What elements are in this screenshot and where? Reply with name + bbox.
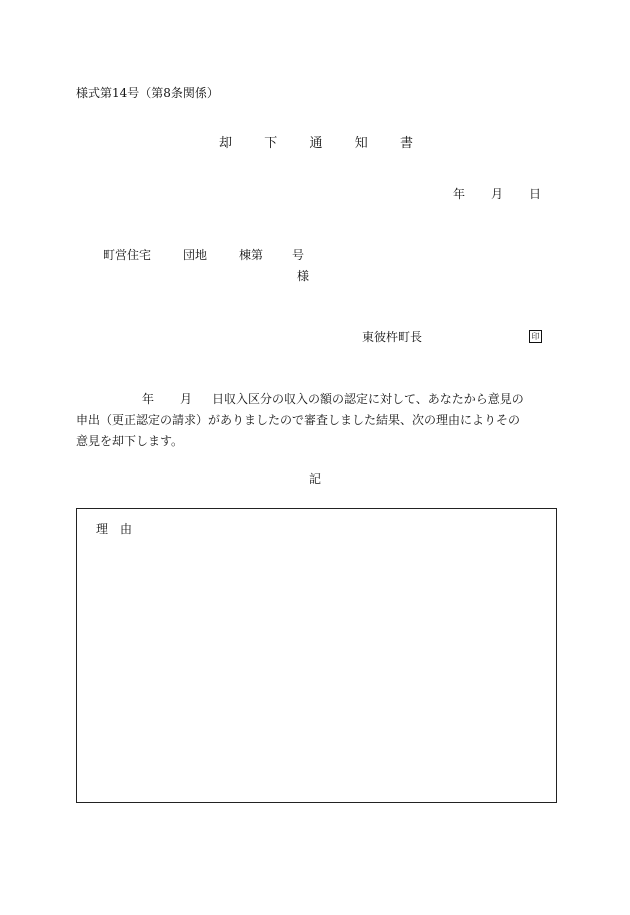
document-title xyxy=(219,137,413,151)
title-char: 却 xyxy=(219,136,233,151)
date-month: 月 xyxy=(490,187,503,201)
reason-label xyxy=(96,522,132,536)
address-building: 棟第 xyxy=(239,248,264,262)
body-line-3: 意見を却下します。 xyxy=(76,434,184,448)
date-line xyxy=(453,187,541,201)
date-year: 年 xyxy=(453,187,466,201)
reason-char: 理 xyxy=(96,522,109,536)
title-char: 通 xyxy=(309,136,323,151)
body-month: 月 xyxy=(180,392,193,406)
body-line-1 xyxy=(76,389,556,410)
reason-box xyxy=(76,508,557,803)
address-number: 号 xyxy=(292,248,305,262)
body-line-2: 申出（更正認定の請求）がありましたので審査しました結果、次の理由によりその xyxy=(76,413,521,427)
form-number: 様式第14号（第8条関係） xyxy=(76,86,219,100)
title-char: 下 xyxy=(264,136,278,151)
issuer-line xyxy=(362,330,542,344)
address-complex: 団地 xyxy=(183,248,208,262)
date-day: 日 xyxy=(528,187,541,201)
reason-char: 由 xyxy=(119,522,132,536)
issuer-name: 東彼杵町長 xyxy=(362,330,423,344)
notice-body xyxy=(76,389,556,452)
body-year: 年 xyxy=(142,392,155,406)
title-char: 知 xyxy=(354,136,368,151)
recipient-honorific: 様 xyxy=(297,269,310,283)
body-line-1-text: 日収入区分の収入の額の認定に対して、あなたから意見の xyxy=(212,392,524,406)
ki-heading: 記 xyxy=(309,472,322,486)
title-char: 書 xyxy=(399,136,413,151)
recipient-address xyxy=(103,248,304,262)
address-housing: 町営住宅 xyxy=(103,248,152,262)
seal-mark: 印 xyxy=(529,330,542,343)
